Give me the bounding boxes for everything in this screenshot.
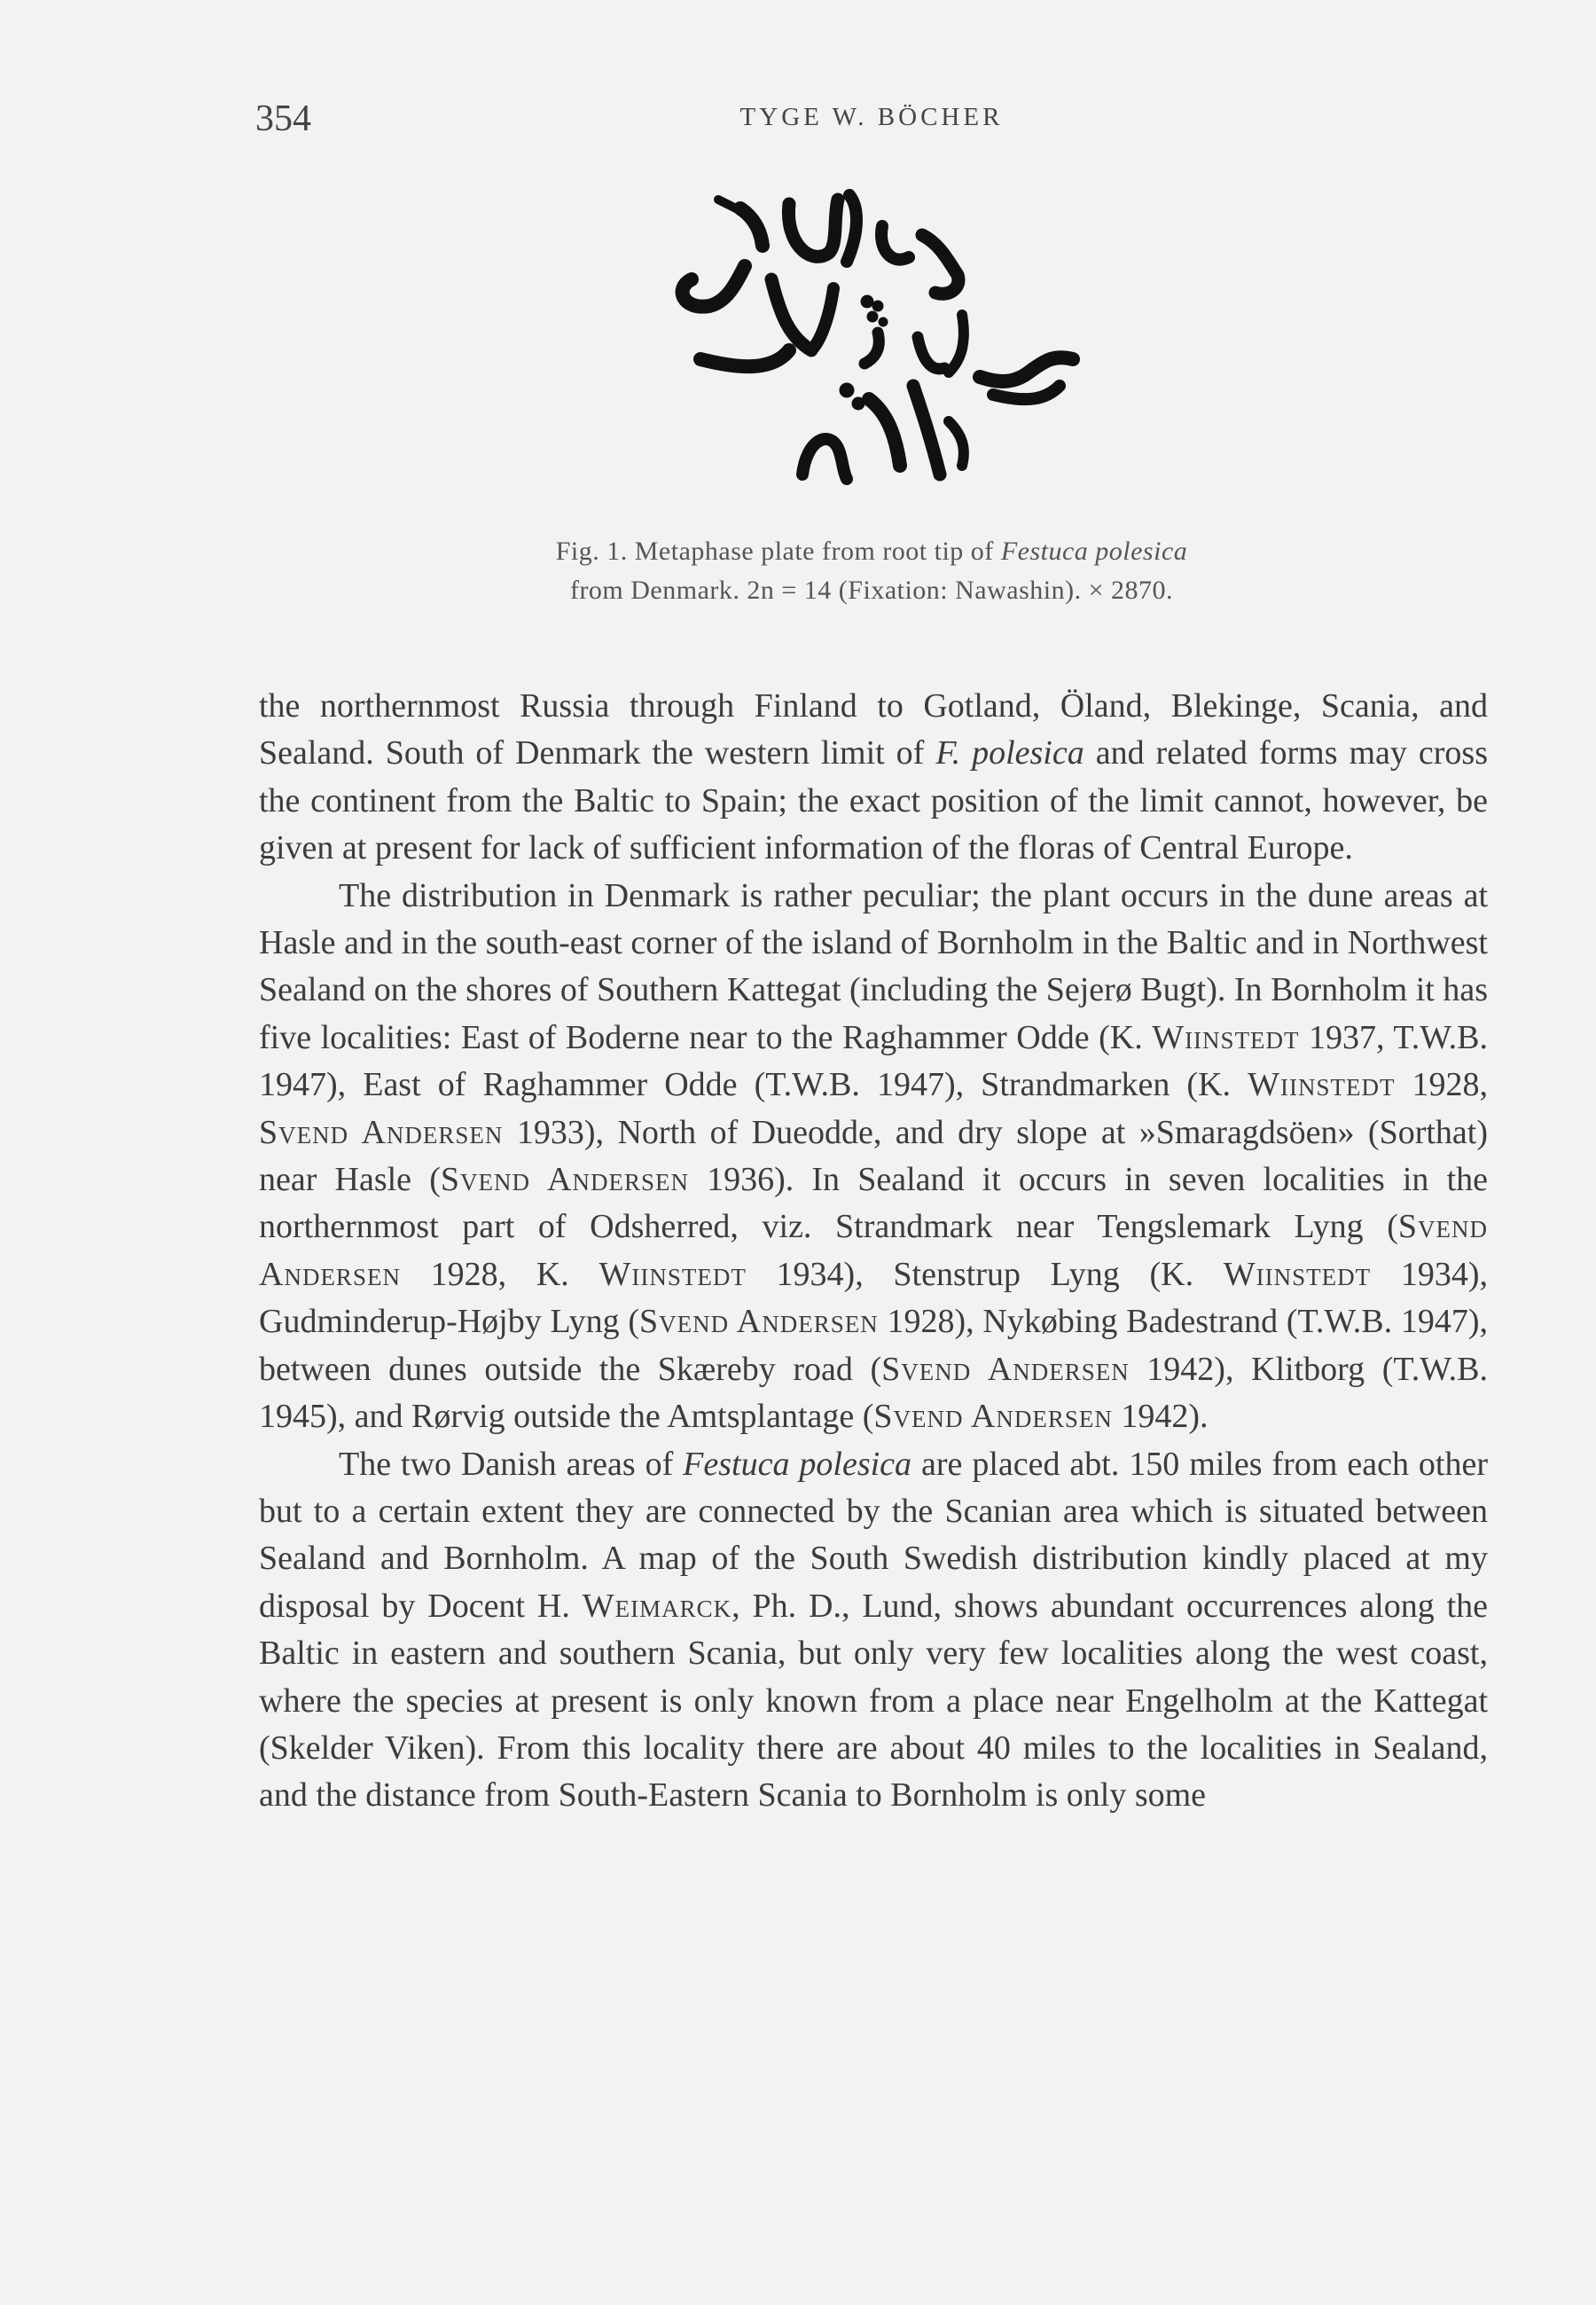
chromosome-figure	[656, 182, 1099, 501]
paragraph-2: The distribution in Denmark is rather peculiar; the plant occurs in the dune areas at Hasle and in the south-east corner of the island of Bornholm in the Baltic and in Northwest Sealand on the shores of Southern Kattegat (including the Sejerø Bugt). In Bornholm it has five localities: East of Boderne near to the Raghammer Odde (K. Wiinstedt 1937, T.W.B. 1947), East of Raghammer Odde (T.W.B. 1947), Strandmarken (K. Wiinstedt 1928, Svend Andersen 1933), North of Dueodde, and dry slope at »Smaragdsöen» (Sorthat) near Hasle (Svend Andersen 1936). In Sealand it occurs in seven localities in the northernmost part of Odsherred, viz. Strandmark near Tengslemark Lyng (Svend Andersen 1928, K. Wiinstedt 1934), Stenstrup Lyng (K. Wiinstedt 1934), Gudminderup-Højby Lyng (Svend Andersen 1928), Nykøbing Badestrand (T.W.B. 1947), between dunes outside the Skæreby road (Svend Andersen 1942), Klitborg (T.W.B. 1945), and Rørvig outside the Amtsplantage (Svend Andersen 1942).	[259, 876, 1489, 1436]
figure-caption	[255, 532, 1488, 610]
caption-line-1: Fig. 1. Metaphase plate from root tip of Festuca polesica	[555, 537, 1188, 566]
caption-line-2: from Denmark. 2n = 14 (Fixation: Nawashin). × 2870.	[569, 576, 1174, 605]
paragraph-3: The two Danish areas of Festuca polesica are placed abt. 150 miles from each other but to a certain extent they are connected by the Scanian area which is situated between Sealand and Bornholm. A map of the South Swedish distribution kindly placed at my disposal by Docent H. Weimarck, Ph. D., Lund, shows abundant occurrences along the Baltic in eastern and southern Scania, but only very few localities along the west coast, where the species at present is only known from a place near Engelholm at the Kattegat (Skelder Viken). From this locality there are about 40 miles to the localities in Sealand, and the distance from South-Eastern Scania to Bornholm is only some	[259, 1445, 1489, 1815]
page-number: 354	[255, 98, 311, 139]
page-header	[255, 98, 1488, 142]
body-text	[259, 683, 1488, 1820]
paragraph-1: the northernmost Russia through Finland to Gotland, Öland, Blekinge, Scania, and Sealand. South of Denmark the western limit of F. polesica and related forms may cross the continent from the Baltic to Spain; the exact position of the limit cannot, however, be given at present for lack of sufficient information of the floras of Central Europe.	[259, 687, 1488, 867]
running-head: TYGE W. BÖCHER	[739, 103, 1004, 131]
